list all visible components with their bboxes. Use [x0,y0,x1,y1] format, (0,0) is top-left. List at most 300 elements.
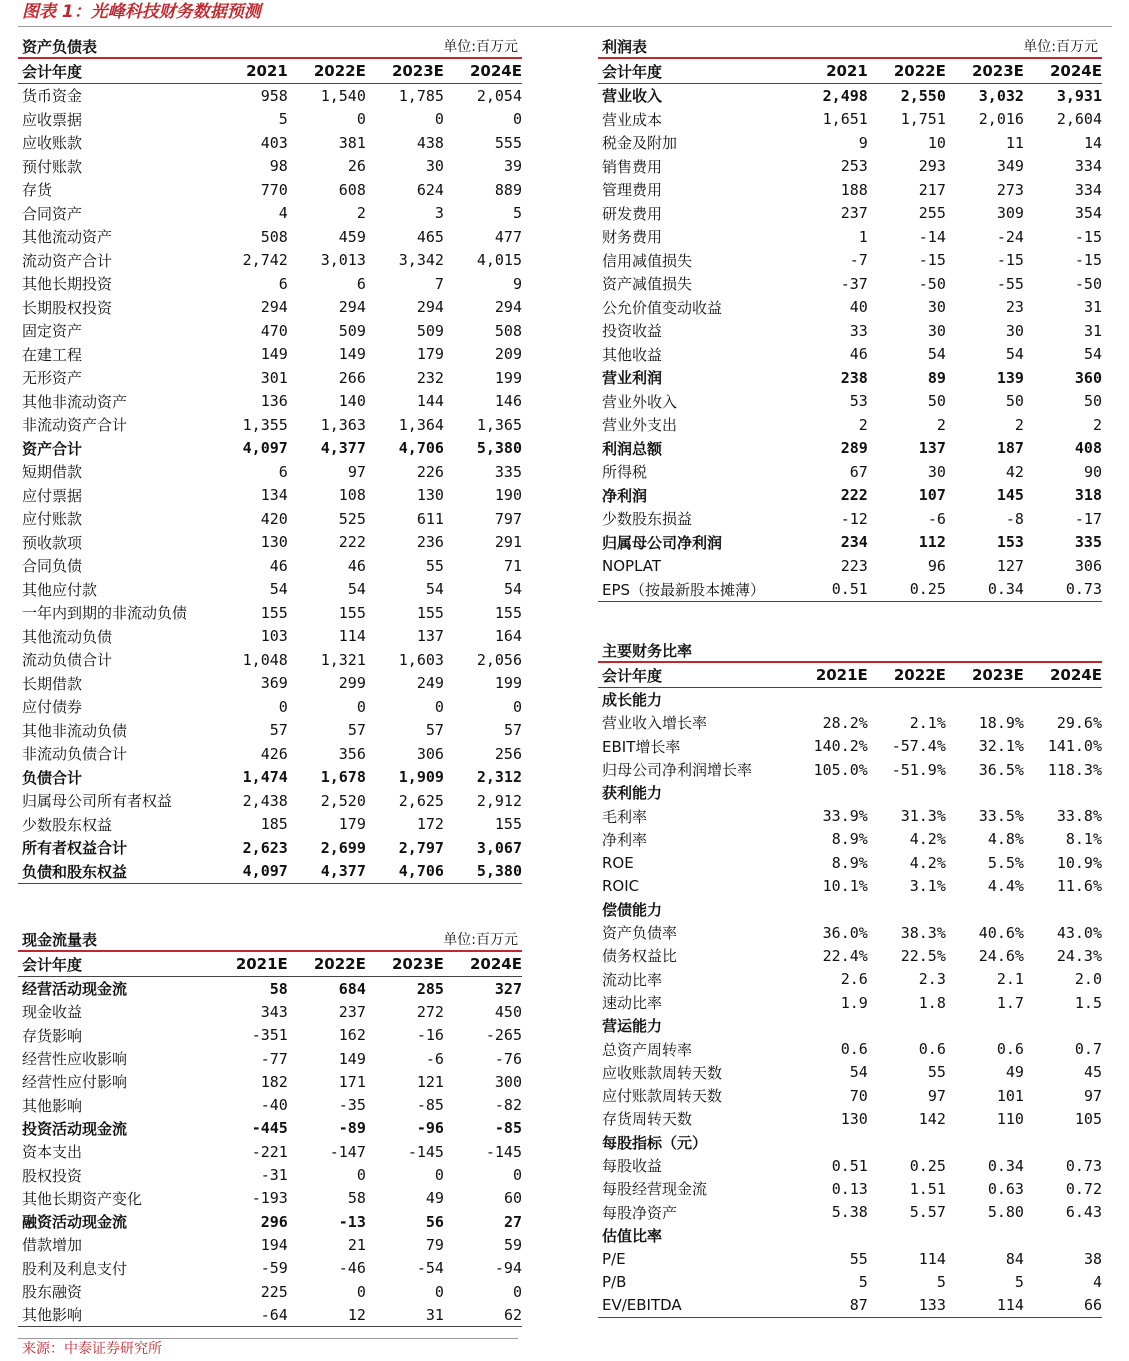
row-value: 30 [927,321,946,340]
row-value: 1,355 [242,415,288,434]
row-value: 55 [425,556,444,575]
row-value: 5.80 [987,1203,1024,1222]
table-row [18,155,522,179]
table-row [598,1154,1102,1177]
row-value: 0.25 [909,1156,946,1175]
row-value: 0.34 [987,1156,1024,1175]
row-label: 无形资产 [22,369,83,388]
row-value: 58 [269,979,288,998]
row-value: -24 [996,227,1024,246]
row-value: 360 [1074,368,1102,387]
row-value: 293 [918,157,946,176]
row-value: 238 [840,368,868,387]
row-value: 4,377 [320,439,366,458]
row-value: 71 [503,556,522,575]
row-value: -77 [260,1049,288,1068]
row-value: 335 [1074,533,1102,552]
row-value: 54 [849,1063,868,1082]
row-value: 4 [1092,1273,1102,1292]
row-value: 2.1 [996,970,1024,989]
row-label: 应付债券 [22,698,83,717]
row-label: 其他收益 [602,345,663,364]
figure-title: 图表 1：光峰科技财务数据预测 [22,2,261,22]
table-row [598,343,1102,367]
row-value: 62 [503,1305,522,1324]
table-row [18,484,522,508]
row-value: -445 [251,1119,288,1138]
row-label: 借款增加 [22,1236,83,1255]
row-label: 其他长期投资 [22,275,113,294]
row-value: 2 [858,415,868,434]
table-row [18,1093,522,1116]
table-row [18,695,522,719]
row-label: 每股净资产 [602,1203,678,1222]
row-label: 现金收益 [22,1003,83,1022]
column-header-year: 2021 [246,62,288,80]
row-value: 958 [260,86,288,105]
row-value: 1.9 [840,993,868,1012]
row-label: 经营性应收影响 [22,1050,128,1069]
row-value: 2,742 [242,251,288,270]
table-row [18,507,522,531]
row-value: 31.3% [900,807,946,826]
row-label: EV/EBITDA [602,1296,682,1315]
row-value: 105.0% [813,760,868,779]
row-value: 255 [918,204,946,223]
table-row [18,1070,522,1093]
row-value: -76 [494,1049,522,1068]
cash-flow-title: 现金流量表 [22,931,98,949]
table-row [598,1037,1102,1060]
row-value: 2,054 [476,86,522,105]
row-value: 4,706 [398,862,444,881]
row-value: 28.2% [822,713,868,732]
row-value: 60 [503,1189,522,1208]
row-value: 2,498 [822,86,868,105]
table-row [598,131,1102,155]
row-label: ROE [602,853,634,872]
row-value: 2.0 [1074,970,1102,989]
row-value: 306 [1074,556,1102,575]
table-row [598,1084,1102,1107]
row-value: 31 [425,1305,444,1324]
row-value: 11.6% [1056,877,1102,896]
row-value: -147 [329,1142,366,1161]
row-value: 0.6 [918,1040,946,1059]
row-value: -15 [1074,227,1102,246]
row-value: 0 [278,697,288,716]
row-value: 225 [260,1282,288,1301]
row-value: 4,706 [398,439,444,458]
row-value: 43.0% [1056,923,1102,942]
row-label: 负债和股东权益 [22,862,128,881]
row-value: 0 [356,1166,366,1185]
row-value: 49 [425,1189,444,1208]
table-row [598,437,1102,461]
column-header-year: 2024E [470,955,522,973]
row-value: 426 [260,744,288,763]
row-label: 其他流动资产 [22,228,113,247]
row-value: -15 [1074,251,1102,270]
row-label: 归母公司净利润增长率 [602,761,753,780]
row-value: 438 [416,133,444,152]
row-value: 38.3% [900,923,946,942]
row-value: 127 [996,556,1024,575]
column-header-year: 2022E [893,666,946,684]
table-row [18,531,522,555]
row-value: -351 [251,1026,288,1045]
row-value: 0 [512,110,522,129]
income-statement-table [598,36,1102,602]
row-value: 103 [260,627,288,646]
row-value: 299 [338,674,366,693]
table-row [598,390,1102,414]
table-row [18,789,522,813]
row-value: 8.1% [1065,830,1102,849]
row-value: -46 [338,1259,366,1278]
row-value: 2,312 [476,768,522,787]
row-label: 在建工程 [22,345,83,364]
row-value: 1,048 [242,650,288,669]
row-value: 114 [996,1296,1024,1315]
row-label: 毛利率 [602,807,648,826]
row-value: 22.4% [822,946,868,965]
row-value: 2,604 [1056,110,1102,129]
table-row [18,601,522,625]
table-row [18,437,522,461]
row-value: 5 [858,1273,868,1292]
row-value: 133 [918,1296,946,1315]
row-value: -37 [840,274,868,293]
row-value: 112 [918,533,946,552]
row-value: -50 [918,274,946,293]
row-value: 0.73 [1065,580,1102,599]
row-label: 非流动资产合计 [22,416,128,435]
row-label: 其他流动负债 [22,627,113,646]
balance-sheet-header [18,36,522,59]
row-value: 87 [849,1296,868,1315]
table-row [598,249,1102,273]
row-value: 101 [996,1086,1024,1105]
column-header-year: 2023E [391,955,444,973]
table-row [18,766,522,790]
row-value: 58 [347,1189,366,1208]
table-row [18,1140,522,1163]
row-value: 4.8% [987,830,1024,849]
financial-ratios-table [598,640,1102,1318]
table-row [18,1303,522,1327]
row-value: 0 [434,697,444,716]
table-row [598,828,1102,851]
row-label: 净利润 [602,486,648,505]
row-value: 54 [503,580,522,599]
table-row [18,648,522,672]
row-label: 资产合计 [22,439,83,458]
row-label: 管理费用 [602,181,663,200]
row-value: 525 [338,509,366,528]
row-value: 1,603 [398,650,444,669]
row-value: 624 [416,180,444,199]
row-value: 33.9% [822,807,868,826]
table-row [598,484,1102,508]
row-value: 2.1% [909,713,946,732]
column-header-year: 2022E [893,62,946,80]
table-row [18,1163,522,1186]
row-value: 155 [416,603,444,622]
row-value: 171 [338,1072,366,1091]
row-value: 164 [494,627,522,646]
row-value: 144 [416,392,444,411]
row-value: 57 [347,721,366,740]
row-label: 存货影响 [22,1026,83,1045]
row-value: 190 [494,486,522,505]
row-value: 5.57 [909,1203,946,1222]
row-value: 226 [416,462,444,481]
row-value: 237 [338,1002,366,1021]
row-label: 应付账款 [22,510,83,529]
row-label: 归属母公司净利润 [602,533,723,552]
row-label: EPS（按最新股本摊薄） [602,580,766,599]
table-row [18,343,522,367]
row-value: 1,651 [822,110,868,129]
table-row [598,688,1102,711]
row-value: 2,056 [476,650,522,669]
row-value: 79 [425,1235,444,1254]
row-value: 38 [1083,1249,1102,1268]
row-value: 0.73 [1065,1156,1102,1175]
row-value: 294 [416,298,444,317]
table-row [598,898,1102,921]
row-value: 10.1% [822,877,868,896]
row-value: -54 [416,1259,444,1278]
row-label: 营业成本 [602,110,663,129]
row-value: 253 [840,157,868,176]
table-row [598,874,1102,897]
row-value: 0 [434,110,444,129]
row-value: -89 [338,1119,366,1138]
row-value: 236 [416,533,444,552]
row-value: 153 [996,533,1024,552]
row-value: 3 [434,204,444,223]
row-value: 155 [494,603,522,622]
row-label: 成长能力 [602,691,663,710]
row-value: 5 [278,110,288,129]
table-row [18,1257,522,1280]
row-value: 318 [1074,486,1102,505]
row-value: 1.5 [1074,993,1102,1012]
row-value: 381 [338,133,366,152]
row-value: -221 [251,1142,288,1161]
column-header-year: 2023E [971,62,1024,80]
row-value: -17 [1074,509,1102,528]
row-label: 营业收入 [602,87,663,106]
row-value: 294 [260,298,288,317]
row-value: 4,015 [476,251,522,270]
row-value: 334 [1074,180,1102,199]
row-value: 306 [416,744,444,763]
source-note: 来源：中泰证券研究所 [22,1341,162,1357]
row-value: 356 [338,744,366,763]
table-row [598,507,1102,531]
row-value: 33.5% [978,807,1024,826]
row-value: 1,751 [900,110,946,129]
table-row [18,578,522,602]
row-value: -6 [425,1049,444,1068]
row-value: -50 [1074,274,1102,293]
row-value: 2,625 [398,791,444,810]
row-value: 54 [347,580,366,599]
row-label: 债务权益比 [602,947,678,966]
row-value: -6 [927,509,946,528]
row-value: 5.5% [987,853,1024,872]
table-row [598,804,1102,827]
row-value: 234 [840,533,868,552]
row-value: 1.7 [996,993,1024,1012]
row-value: 9 [858,133,868,152]
row-label: 营运能力 [602,1017,663,1036]
table-row [598,202,1102,226]
row-value: 24.6% [978,946,1024,965]
row-label: 净利率 [602,830,648,849]
row-value: 294 [494,298,522,317]
row-value: 4 [278,204,288,223]
row-label: 偿债能力 [602,900,663,919]
row-value: 187 [996,439,1024,458]
row-value: 2,550 [900,86,946,105]
row-value: 96 [927,556,946,575]
row-value: 797 [494,509,522,528]
table-row [18,131,522,155]
row-label: P/E [602,1249,626,1268]
table-row [18,319,522,343]
row-value: 140.2% [813,737,868,756]
income-statement-unit: 单位:百万元 [1023,39,1098,55]
row-value: 2,016 [978,110,1024,129]
row-label: 货币资金 [22,87,83,106]
table-row [598,1131,1102,1154]
table-row [18,202,522,226]
row-value: 291 [494,533,522,552]
financial-ratios-title: 主要财务比率 [602,642,693,660]
row-value: 300 [494,1072,522,1091]
row-value: 0 [512,1282,522,1301]
row-value: -7 [849,251,868,270]
row-value: -193 [251,1189,288,1208]
row-value: 36.5% [978,760,1024,779]
column-header-year: 2022E [313,955,366,973]
row-value: 296 [260,1212,288,1231]
row-value: 285 [416,979,444,998]
row-value: 54 [425,580,444,599]
row-value: 0.34 [987,580,1024,599]
row-value: 107 [918,486,946,505]
table-row [18,460,522,484]
table-row [598,319,1102,343]
row-value: 4.2% [909,830,946,849]
row-value: 555 [494,133,522,152]
row-value: 40 [849,298,868,317]
table-row [18,977,522,1000]
row-value: 0.72 [1065,1179,1102,1198]
row-label: 长期借款 [22,674,83,693]
row-label: 经营性应付影响 [22,1073,128,1092]
cash-flow-header [18,929,522,952]
table-row [18,296,522,320]
row-value: 5 [1014,1273,1024,1292]
row-value: 343 [260,1002,288,1021]
table-row [18,225,522,249]
row-label: 短期借款 [22,463,83,482]
column-header-row [598,663,1102,688]
row-label: 资产减值损失 [602,275,693,294]
row-value: 256 [494,744,522,763]
row-value: 3,032 [978,86,1024,105]
row-label: 应付账款周转天数 [602,1087,723,1106]
row-value: 31 [1083,321,1102,340]
row-value: 0 [356,110,366,129]
row-label: 投资活动现金流 [22,1119,128,1138]
row-value: 146 [494,392,522,411]
row-value: 70 [849,1086,868,1105]
row-label: 流动比率 [602,970,663,989]
table-row [598,225,1102,249]
row-value: 137 [416,627,444,646]
row-label: 其他应付款 [22,580,98,599]
row-label: 少数股东损益 [602,510,693,529]
row-label: 所有者权益合计 [22,839,128,858]
table-row [598,554,1102,578]
table-row [18,625,522,649]
row-value: 54 [1005,345,1024,364]
row-value: 57 [269,721,288,740]
row-label: ROIC [602,877,640,896]
row-value: 6 [356,274,366,293]
table-row [598,711,1102,734]
row-value: 182 [260,1072,288,1091]
row-value: 90 [1083,462,1102,481]
row-label: 其他长期资产变化 [22,1189,143,1208]
row-value: -59 [260,1259,288,1278]
row-value: 42 [1005,462,1024,481]
column-header-year: 2023E [391,62,444,80]
table-row [18,672,522,696]
row-label: 少数股东权益 [22,815,113,834]
row-value: 121 [416,1072,444,1091]
row-value: 354 [1074,204,1102,223]
row-value: 232 [416,368,444,387]
column-header-year: 2021E [235,955,288,973]
row-value: 140 [338,392,366,411]
row-value: 2 [1092,415,1102,434]
row-label: 营业收入增长率 [602,714,708,733]
column-header-row [18,59,522,84]
table-row [598,758,1102,781]
row-value: -35 [338,1096,366,1115]
table-row [18,1187,522,1210]
row-value: 137 [918,439,946,458]
table-row [598,1294,1102,1318]
table-row [18,836,522,860]
table-row [598,578,1102,603]
row-label: 其他影响 [22,1306,83,1325]
row-value: -64 [260,1305,288,1324]
row-label: 研发费用 [602,204,663,223]
row-value: 0.51 [831,1156,868,1175]
table-row [18,108,522,132]
row-value: 5,380 [476,439,522,458]
row-value: -31 [260,1166,288,1185]
row-value: 289 [840,439,868,458]
